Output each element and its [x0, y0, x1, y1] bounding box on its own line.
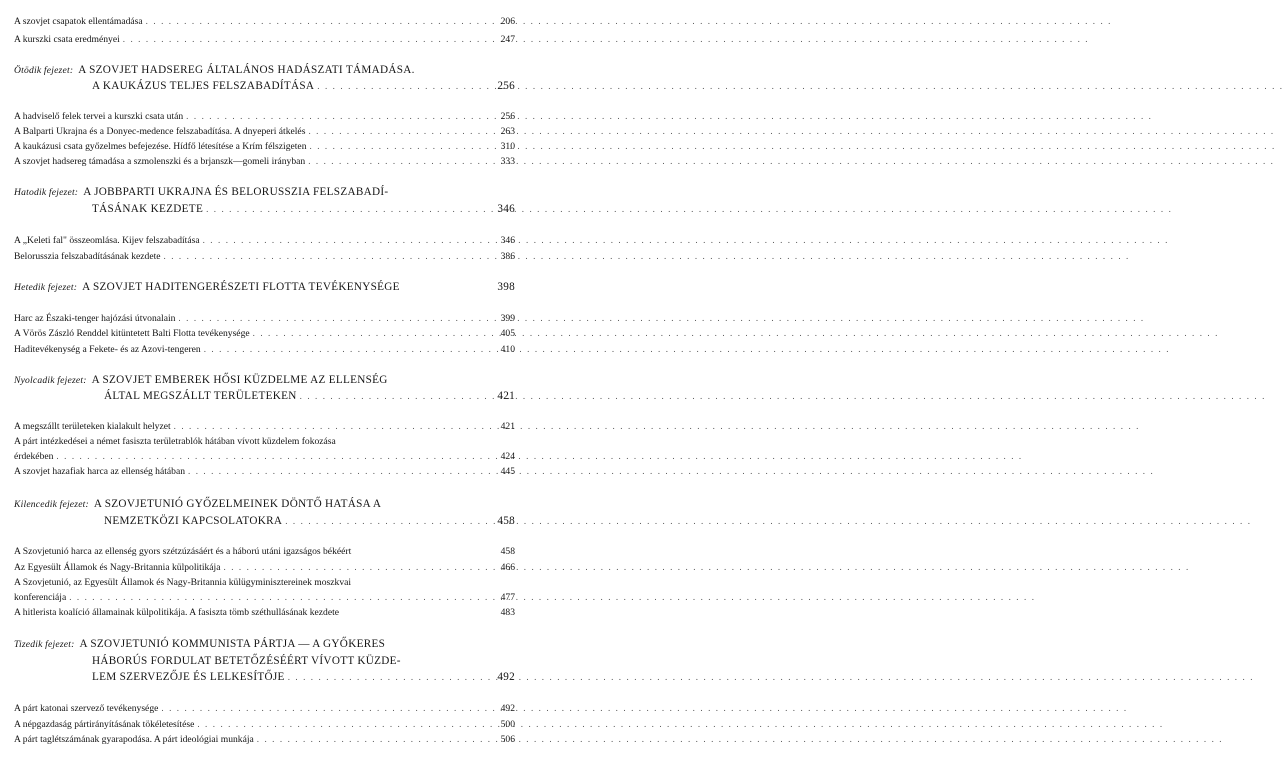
entry-title: A szovjet csapatok ellentámadása	[14, 16, 143, 27]
dot-leader	[174, 421, 494, 432]
page-number: 445	[500, 466, 515, 477]
page-number: 458	[497, 515, 515, 527]
toc-entry	[14, 546, 515, 557]
dot-leader	[146, 16, 494, 27]
page-number: 500	[500, 719, 515, 730]
chapter-label: Kilencedik fejezet:	[14, 499, 89, 510]
page-number: 310	[500, 141, 515, 152]
dot-leader	[203, 235, 494, 246]
chapter-heading-line	[14, 281, 515, 294]
entry-title: A „Keleti fal" összeomlása. Kijev felszabadítása	[14, 235, 200, 246]
toc-entry	[14, 436, 515, 447]
chapter-heading-line	[14, 64, 515, 77]
entry-title: A megszállt területeken kialakult helyzet	[14, 421, 171, 432]
page-number: 398	[497, 281, 515, 293]
toc-entry	[14, 734, 515, 745]
dot-leader	[164, 251, 494, 262]
entry-title: A Szovjetunió, az Egyesült Államok és Nagy-Britannia külügyminisztereinek moszkvai	[14, 577, 352, 588]
entry-title: A népgazdaság pártirányításának tökéletesítése	[14, 719, 195, 730]
entry-title: Harc az Északi-tenger hajózási útvonalain	[14, 313, 176, 324]
toc-entry	[14, 607, 515, 618]
entry-title: konferenciája	[14, 592, 67, 603]
entry-title: A párt taglétszámának gyarapodása. A párt ideológiai munkája	[14, 734, 254, 745]
dot-leader	[317, 80, 494, 93]
dot-leader	[257, 734, 494, 745]
page-number: 421	[500, 421, 515, 432]
dot-leader	[285, 515, 494, 528]
dot-leader	[188, 466, 494, 477]
page-number: 333	[500, 156, 515, 167]
entry-title: A szovjet hazafiak harca az ellenség hátában	[14, 466, 185, 477]
chapter-title: A SZOVJETUNIÓ KOMMUNISTA PÁRTJA — A GYŐKERES	[79, 638, 386, 650]
dot-leader	[288, 671, 494, 684]
page-number: 346	[497, 203, 515, 215]
page-number: 410	[500, 344, 515, 355]
toc-entry	[14, 313, 515, 324]
entry-title: A Vörös Zászló Renddel kitüntetett Balti Flotta tevékenysége	[14, 328, 250, 339]
chapter-title: HÁBORÚS FORDULAT BETETŐZÉSÉÉRT VÍVOTT KÜZDE-	[92, 655, 401, 667]
entry-title: A párt intézkedései a német fasiszta területrablók hátában vívott küzdelem fokozása	[14, 436, 336, 447]
page-number: 405	[500, 328, 515, 339]
toc-entry	[14, 111, 515, 122]
chapter-title: LEM SZERVEZŐJE ÉS LELKESÍTŐJE	[92, 671, 285, 683]
page-number: 492	[500, 703, 515, 714]
page-number: 492	[497, 671, 515, 683]
page-number: 399	[500, 313, 515, 324]
chapter-heading-line	[92, 671, 515, 684]
entry-title: Az Egyesült Államok és Nagy-Britannia külpolitikája	[14, 562, 221, 573]
dot-leader	[310, 141, 495, 152]
toc-entry	[14, 562, 515, 573]
toc-entry	[14, 451, 515, 462]
toc-entry	[14, 328, 515, 339]
entry-title: Haditevékenység a Fekete- és az Azovi-tengeren	[14, 344, 201, 355]
chapter-title: A SZOVJET HADITENGERÉSZETI FLOTTA TEVÉKENYSÉGE	[82, 281, 400, 293]
chapter-title: A JOBBPARTI UKRAJNA ÉS BELORUSSZIA FELSZABADÍ-	[83, 186, 389, 198]
entry-title: A kaukázusi csata győzelmes befejezése. Hídfő létesítése a Krím félszigeten	[14, 141, 307, 152]
page-number: 256	[500, 111, 515, 122]
dot-leader	[178, 313, 494, 324]
toc-entry	[14, 577, 515, 588]
dot-leader	[308, 156, 494, 167]
entry-title: A kurszki csata eredményei	[14, 34, 120, 45]
chapter-title: A SZOVJET EMBEREK HŐSI KÜZDELME AZ ELLENSÉG	[91, 374, 388, 386]
dot-leader	[69, 592, 494, 603]
dot-leader	[206, 203, 494, 216]
toc-entry	[14, 126, 515, 137]
chapter-heading-line	[14, 498, 515, 511]
page-number: 506	[500, 734, 515, 745]
entry-title: A szovjet hadsereg támadása a szmolenszki és a brjanszk—gomeli irányban	[14, 156, 306, 167]
entry-title: A Balparti Ukrajna és a Donyec-medence felszabadítása. A dnyeperi átkelés	[14, 126, 306, 137]
chapter-label: Hetedik fejezet:	[14, 282, 78, 293]
page-number: 466	[500, 562, 515, 573]
dot-leader	[204, 344, 494, 355]
chapter-heading-line	[92, 655, 515, 668]
chapter-title: ÁLTAL MEGSZÁLLT TERÜLETEKEN	[104, 390, 297, 402]
page-number: 206	[500, 16, 515, 27]
toc-entry	[14, 344, 515, 355]
page-number: 477	[500, 592, 515, 603]
entry-title: A Szovjetunió harca az ellenség gyors szétzúzásáért és a háború utáni igazságos békéért	[14, 546, 352, 557]
dot-leader	[224, 562, 495, 573]
toc-entry	[14, 156, 515, 167]
chapter-heading-line	[14, 638, 515, 651]
dot-leader	[56, 451, 494, 462]
toc-entry	[14, 251, 515, 262]
table-of-contents	[0, 0, 529, 760]
dot-leader	[308, 126, 494, 137]
dot-leader	[123, 34, 494, 45]
entry-title: A hitlerista koalíció államainak külpolitikája. A fasiszta tömb széthullásának kezdete	[14, 607, 340, 618]
page-number: 263	[500, 126, 515, 137]
page-number: 346	[500, 235, 515, 246]
dot-leader	[253, 328, 494, 339]
chapter-heading-line	[92, 80, 515, 93]
page-number: 424	[500, 451, 515, 462]
chapter-label: Nyolcadik fejezet:	[14, 375, 87, 386]
toc-entry	[14, 466, 515, 477]
toc-entry	[14, 592, 515, 603]
page-number: 247	[500, 34, 515, 45]
page-number: 483	[500, 607, 515, 618]
chapter-heading-line	[14, 186, 515, 199]
chapter-title: TÁSÁNAK KEZDETE	[92, 203, 204, 215]
chapter-label: Tizedik fejezet:	[14, 639, 75, 650]
chapter-heading-line	[92, 203, 515, 216]
entry-title: Belorusszia felszabadításának kezdete	[14, 251, 161, 262]
toc-entry	[14, 34, 515, 45]
toc-entry	[14, 421, 515, 432]
page-number: 421	[497, 390, 515, 402]
entry-title: A párt katonai szervező tevékenysége	[14, 703, 159, 714]
chapter-title: A SZOVJET HADSEREG ÁLTALÁNOS HADÁSZATI TÁMADÁSA.	[78, 64, 415, 76]
chapter-heading-line	[14, 374, 515, 387]
page-number: 386	[500, 251, 515, 262]
toc-entry	[14, 719, 515, 730]
dot-leader	[161, 703, 494, 714]
dot-leader	[300, 390, 494, 403]
dot-leader	[197, 719, 494, 730]
chapter-title: A SZOVJETUNIÓ GYŐZELMEINEK DÖNTŐ HATÁSA A	[93, 498, 382, 510]
entry-title: érdekében	[14, 451, 54, 462]
chapter-title: NEMZETKÖZI KAPCSOLATOKRA	[104, 515, 283, 527]
chapter-title: A KAUKÁZUS TELJES FELSZABADÍTÁSA	[92, 80, 315, 92]
page-number: 458	[500, 546, 515, 557]
chapter-label: Hatodik fejezet:	[14, 187, 79, 198]
toc-entry	[14, 16, 515, 27]
dot-leader	[186, 111, 494, 122]
toc-entry	[14, 703, 515, 714]
chapter-heading-line	[104, 390, 515, 403]
entry-title: A hadviselő felek tervei a kurszki csata után	[14, 111, 184, 122]
chapter-heading-line	[104, 515, 515, 528]
toc-entry	[14, 235, 515, 246]
page-number: 256	[497, 80, 515, 92]
chapter-label: Ötödik fejezet:	[14, 65, 74, 76]
toc-entry	[14, 141, 515, 152]
